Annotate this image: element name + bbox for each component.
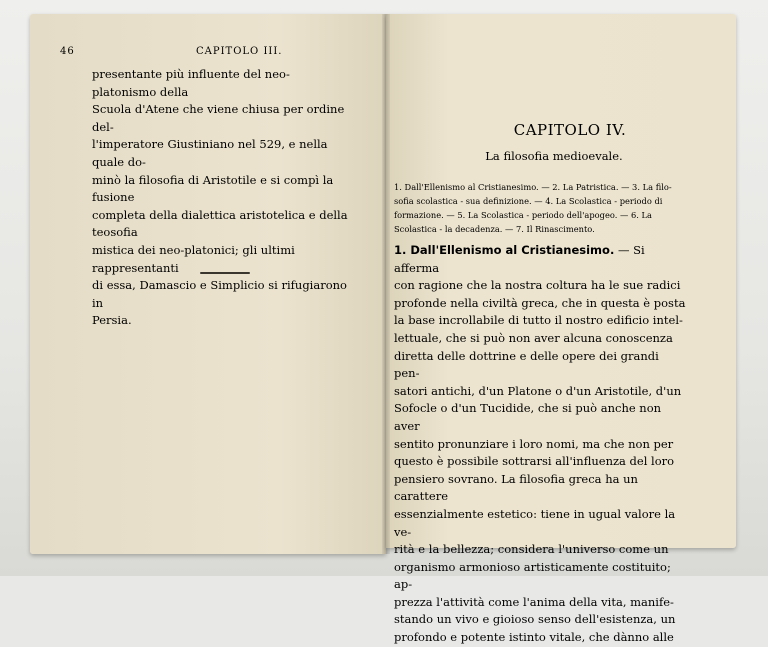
left-line-3: l'imperatore Giustiniano nel 529, e nella quale do- bbox=[92, 137, 328, 169]
right-line-10: questo è possibile sottrarsi all'influenza del loro bbox=[394, 454, 675, 469]
right-page-body bbox=[394, 242, 686, 647]
left-line-7: di essa, Damascio e Simplicio si rifugiarono in bbox=[92, 278, 347, 310]
chapter-heading: CAPITOLO IV. bbox=[513, 121, 627, 139]
right-line-16: stando un vivo e gioioso senso dell'esistenza, un bbox=[394, 612, 676, 627]
right-line-2: con ragione che la nostra coltura ha le sue radici bbox=[394, 278, 681, 293]
chapter-summary bbox=[394, 180, 732, 236]
summary-line-1: 1. Dall'Ellenismo al Cristianesimo. — 2. La Patristica. — 3. La filo- bbox=[394, 182, 672, 192]
section-title: 1. Dall'Ellenismo al Cristianesimo. bbox=[394, 243, 615, 257]
right-line-5: lettuale, che si può non aver alcuna conoscenza bbox=[394, 330, 673, 345]
summary-line-2: sofia scolastica - sua definizione. — 4. La Scolastica - periodo di bbox=[394, 196, 663, 206]
summary-line-3: formazione. — 5. La Scolastica - periodo dell'apogeo. — 6. La bbox=[394, 210, 652, 220]
right-line-13: rità e la bellezza; considera l'universo come un bbox=[394, 542, 669, 557]
page-number: 46 bbox=[60, 46, 75, 57]
right-line-7: satori antichi, d'un Platone o d'un Aristotile, d'un bbox=[394, 383, 682, 398]
right-line-12: essenzialmente estetico: tiene in ugual valore la ve- bbox=[394, 506, 676, 539]
left-line-8: Persia. bbox=[92, 313, 132, 328]
summary-line-4: Scolastica - la decadenza. — 7. Il Rinascimento. bbox=[394, 224, 595, 234]
running-head bbox=[60, 46, 370, 60]
left-line-2: Scuola d'Atene che viene chiusa per ordine del- bbox=[92, 102, 345, 134]
book-gutter bbox=[382, 14, 390, 554]
left-line-1: presentante più influente del neo-platonismo della bbox=[92, 67, 290, 99]
running-header-title: CAPITOLO III. bbox=[196, 46, 283, 57]
left-line-6: mistica dei neo-platonici; gli ultimi rappresentanti bbox=[92, 242, 295, 275]
right-line-14: organismo armonioso artisticamente costituito; ap- bbox=[394, 559, 671, 592]
right-line-8: Sofocle o d'un Tucidide, che si può anche non aver bbox=[394, 401, 662, 433]
right-line-1 bbox=[394, 242, 686, 277]
right-line-1-text: — Si afferma bbox=[394, 243, 645, 275]
chapter-subtitle: La filosofia medioevale. bbox=[485, 149, 623, 163]
right-line-3: profonde nella civiltà greca, che in questa è posta bbox=[394, 295, 686, 310]
right-line-11: pensiero sovrano. La filosofia greca ha un carattere bbox=[394, 471, 638, 504]
left-page-body bbox=[92, 66, 354, 330]
right-line-4: la base incrollabile di tutto il nostro edificio intel- bbox=[394, 313, 683, 328]
right-line-17: profondo e potente istinto vitale, che dànno alle bbox=[394, 630, 674, 645]
right-line-15: prezza l'attività come l'anima della vita, manife- bbox=[394, 594, 674, 609]
closing-rule-ornament bbox=[200, 272, 250, 274]
left-line-5: completa della dialettica aristotelica e della teosofia bbox=[92, 207, 348, 240]
right-line-9: sentito pronunziare i loro nomi, ma che non per bbox=[394, 436, 674, 451]
right-line-6: diretta delle dottrine e delle opere dei grandi pen- bbox=[394, 348, 659, 381]
left-line-4: minò la filosofia di Aristotile e si compì la fusione bbox=[92, 172, 334, 205]
